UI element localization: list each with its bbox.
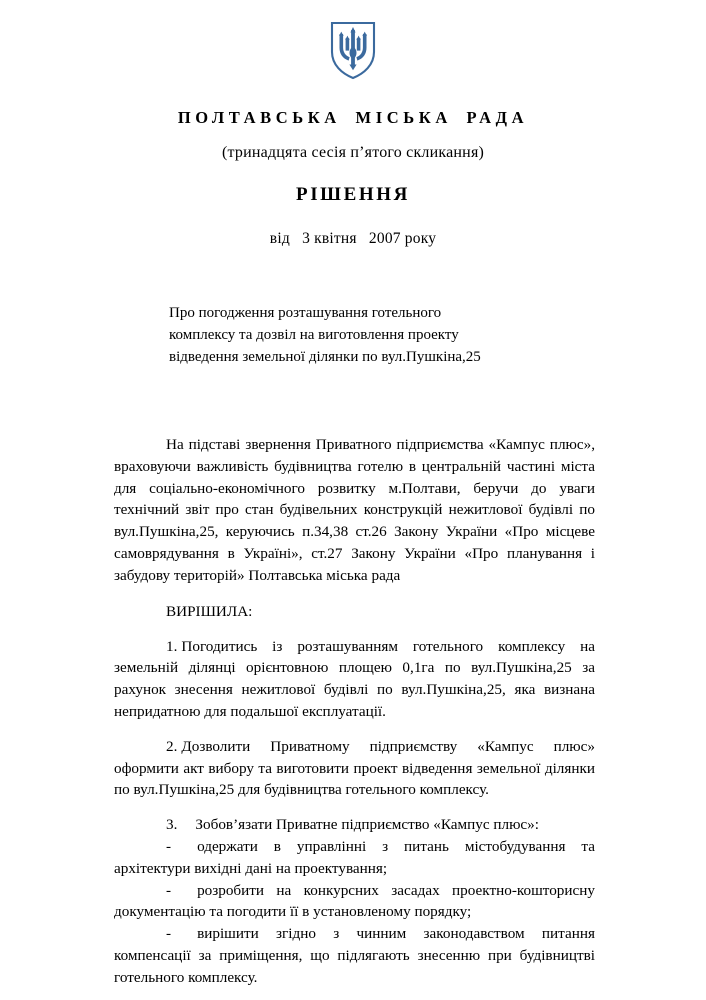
document-header [0,108,706,248]
subitem-3-dash-marker: - [166,925,172,943]
resolution-item-1 [114,636,595,723]
subitem-3-text: вирішити згідно з чинним законодавством питання компенсації за приміщення, що підлягають знесенню при будівництві готельного комплексу. [114,925,595,986]
resolution-subitem-1 [114,836,595,880]
item-1-text: Погодитись із розташуванням готельного комплексу на земельній ділянці орієнтовною площею 0,1га по вул.Пушкіна,25 за рахунок знесення нежитлової будівлі по вул.Пушкіна,25, яка визнана непридатною для подальшої експлуатації. [114,637,595,720]
item-2-number: 2. [166,737,178,755]
document-type-title: РІШЕННЯ [295,183,411,205]
subject-block [169,302,541,369]
item-3-number: 3. [166,816,178,834]
subitem-2-dash-marker: - [166,881,172,899]
document-body [114,434,595,989]
emblem-container [0,20,706,85]
subject-line-3: відведення земельної ділянки по вул.Пушкіна,25 [169,349,481,366]
subitem-2-text: розробити на конкурсних засадах проектно-кошторисну документацію та погодити її в установленому порядку; [114,881,595,921]
resolution-subitem-3 [114,923,595,988]
subitem-1-dash-marker: - [166,838,172,855]
session-subtitle: (тринадцята сесія п’ятого скликання) [221,143,485,161]
ukraine-trident-coat-of-arms-icon [328,20,378,80]
document-date: від 3 квітня 2007 року [269,229,437,247]
item-3-text: Зобов’язати Приватне підприємство «Кампус плюс»: [195,816,539,834]
resolution-verb: ВИРІШИЛА: [166,602,253,620]
resolution-item-3 [114,814,595,836]
subject-line-2: комплексу та дозвіл на виготовлення проекту [169,327,459,344]
organization-title: ПОЛТАВСЬКА МІСЬКА РАДА [177,108,529,127]
subject-line-1: Про погодження розташування готельного [169,305,442,321]
resolution-item-2 [114,736,595,801]
item-1-number: 1. [166,637,178,655]
resolution-subitem-2 [114,880,595,924]
subitem-1-text: одержати в управлінні з питань містобудування та архітектури вихідні дані на проектування; [114,838,595,877]
item-2-text: Дозволити Приватному підприємству «Кампус плюс» оформити акт вибору та виготовити проект відведення земельної ділянки по вул.Пушкіна,25 для будівництва готельного комплексу. [114,737,595,799]
preamble-paragraph: На підставі звернення Приватного підприємства «Кампус плюс», враховуючи важливість будівництва готелю в центральній частині міста для соціально-економічного розвитку м.Полтави, беручи до уваги технічний звіт про стан будівельних конструкцій нежитлової будівлі по вул.Пушкіна,25, керуючись п.34,38 ст.26 Закону України «Про місцеве самоврядування в Україні», ст.27 Закону України «Про планування і забудову територій» Полтавська міська рада [114,436,595,584]
